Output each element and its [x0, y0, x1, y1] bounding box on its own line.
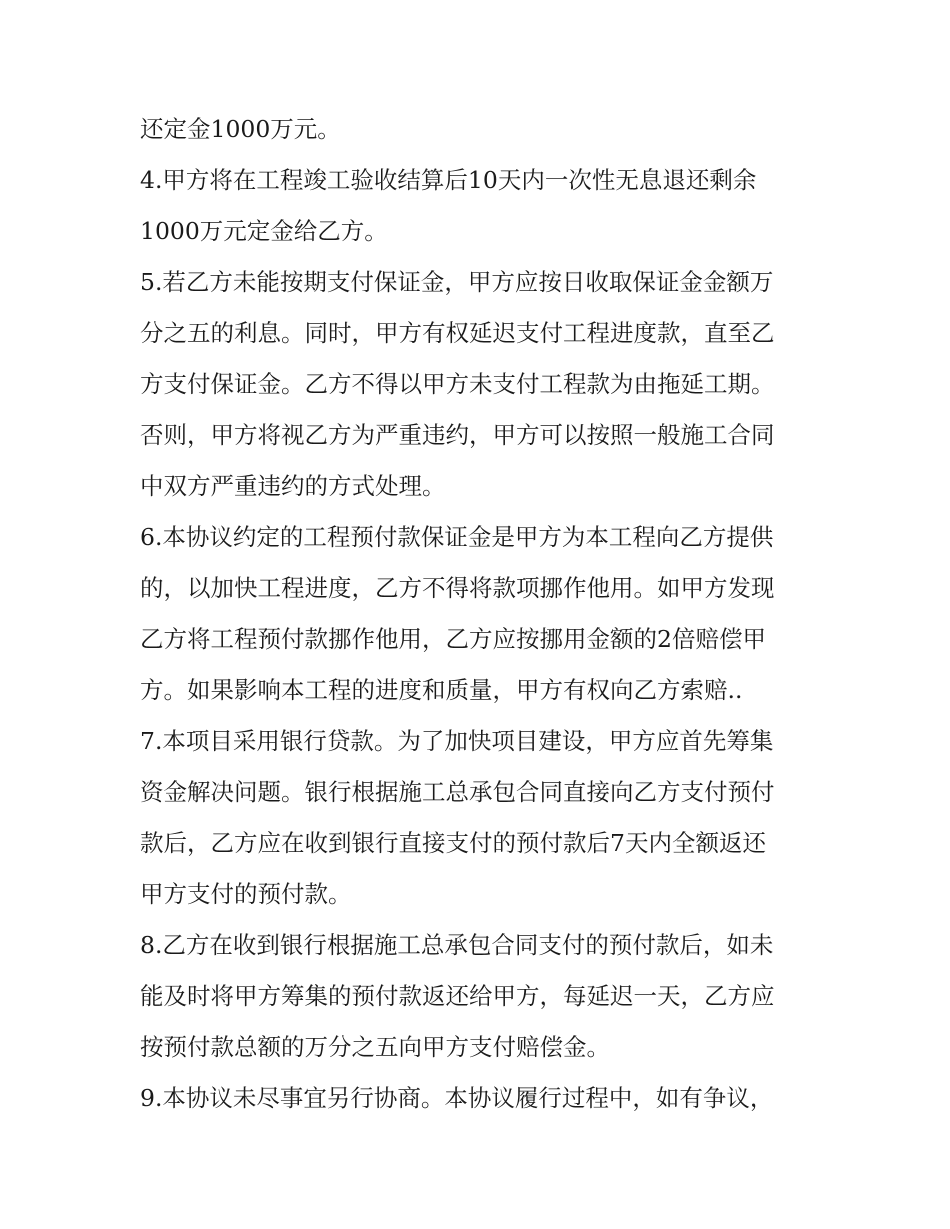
text-line: 方。如果影响本工程的进度和质量，甲方有权向乙方索赔..: [140, 676, 743, 704]
text-line: 7.本项目采用银行贷款。为了加快项目建设，甲方应首先筹集: [140, 727, 774, 755]
text-line: 1000万元定金给乙方。: [140, 217, 388, 245]
text-line: 的，以加快工程进度，乙方不得将款项挪作他用。如甲方发现: [140, 574, 775, 602]
text-line: 甲方支付的预付款。: [140, 880, 352, 908]
text-line: 4.甲方将在工程竣工验收结算后10天内一次性无息退还剩余: [140, 166, 757, 194]
text-line: 否则，甲方将视乙方为严重违约，甲方可以按照一般施工合同: [140, 421, 775, 449]
text-line: 中双方严重违约的方式处理。: [140, 472, 446, 500]
text-line: 款后，乙方应在收到银行直接支付的预付款后7天内全额返还: [140, 829, 766, 857]
text-line: 资金解决问题。银行根据施工总承包合同直接向乙方支付预付: [140, 778, 775, 806]
text-line: 能及时将甲方筹集的预付款返还给甲方，每延迟一天，乙方应: [140, 982, 775, 1010]
text-line: 方支付保证金。乙方不得以甲方未支付工程款为由拖延工期。: [140, 370, 775, 398]
document-body: [140, 104, 820, 1124]
text-line: 9.本协议未尽事宜另行协商。本协议履行过程中，如有争议，: [140, 1084, 774, 1112]
text-line: 乙方将工程预付款挪作他用，乙方应按挪用金额的2倍赔偿甲: [140, 625, 766, 653]
text-line: 8.乙方在收到银行根据施工总承包合同支付的预付款后，如未: [140, 931, 774, 959]
text-line: 5.若乙方未能按期支付保证金，甲方应按日收取保证金金额万: [140, 268, 774, 296]
text-line: 还定金1000万元。: [140, 115, 341, 143]
text-line: 按预付款总额的万分之五向甲方支付赔偿金。: [140, 1033, 610, 1061]
text-line: 6.本协议约定的工程预付款保证金是甲方为本工程向乙方提供: [140, 523, 774, 551]
text-line: 分之五的利息。同时，甲方有权延迟支付工程进度款，直至乙: [140, 319, 775, 347]
